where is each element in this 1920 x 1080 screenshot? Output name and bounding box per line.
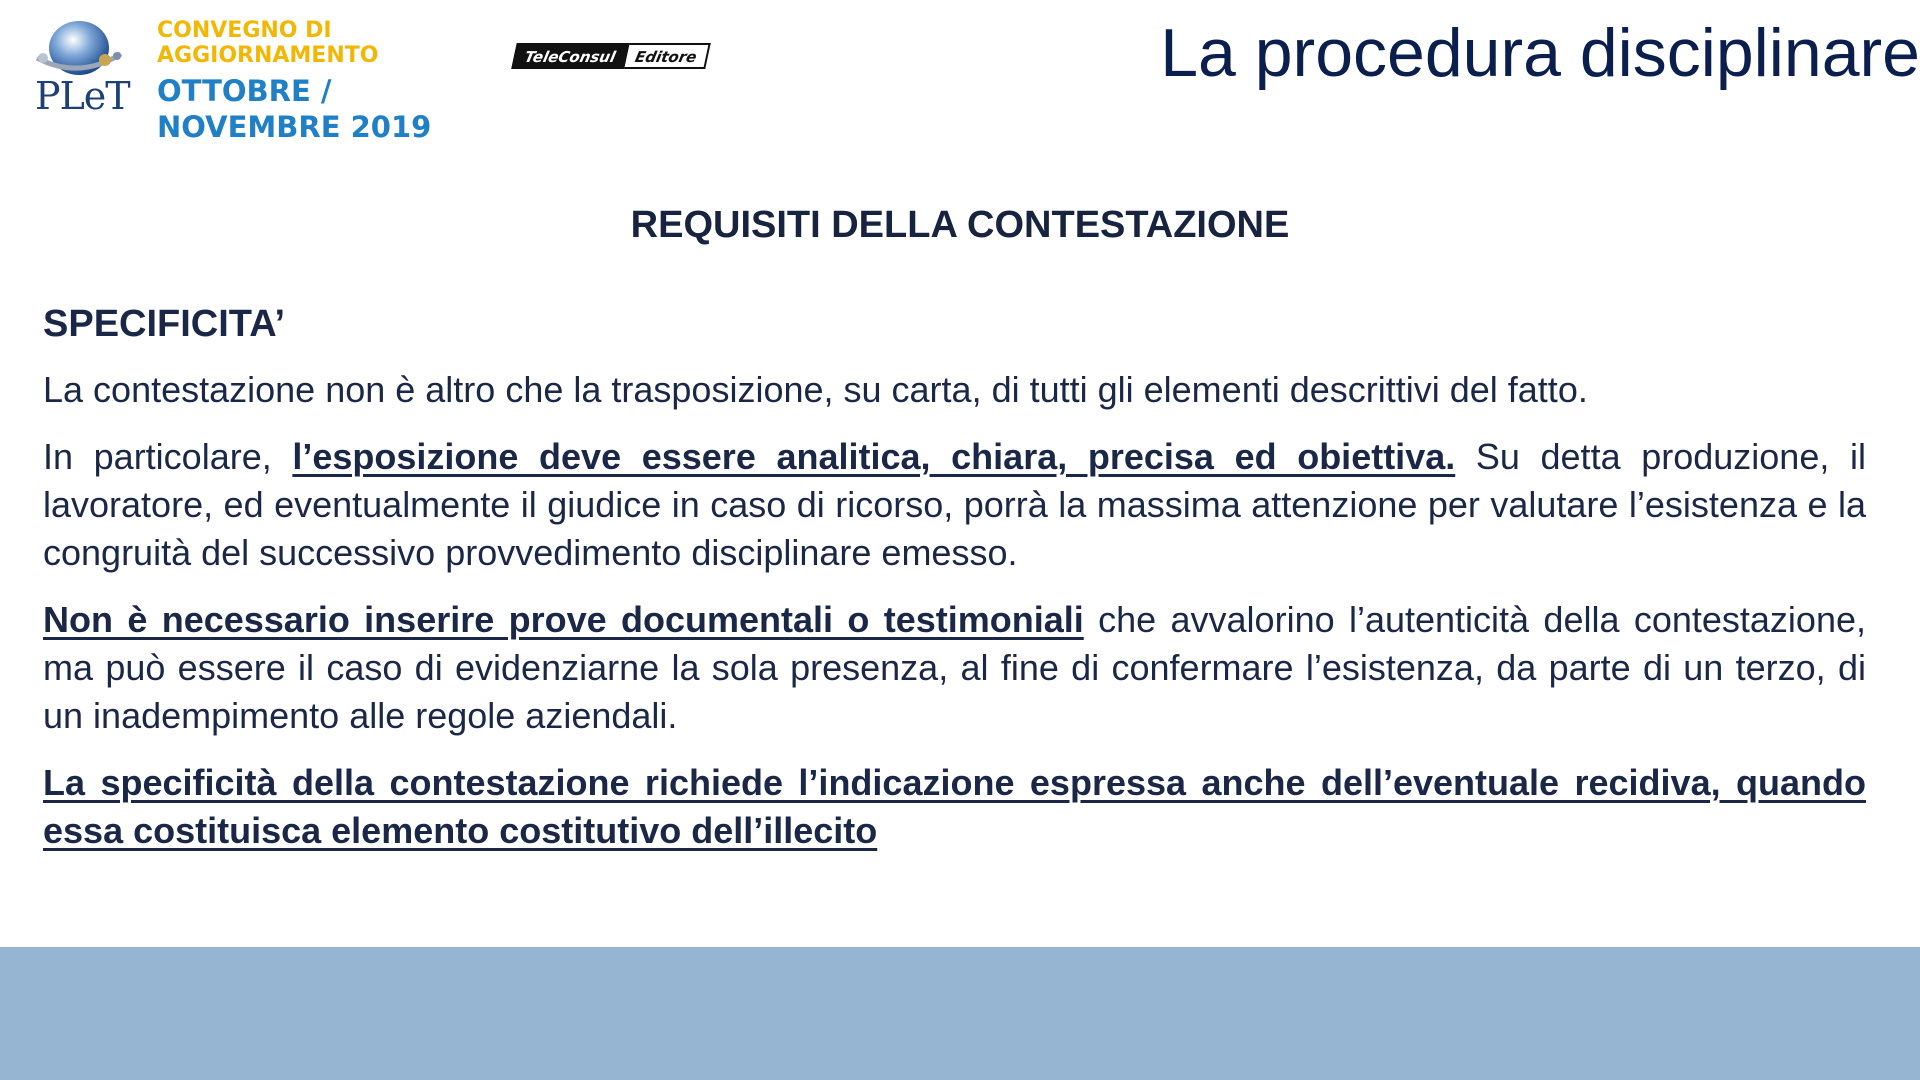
convegno-block [157,18,431,145]
convegno-line-2: AGGIORNAMENTO [157,43,379,69]
paragraph-1: La contestazione non è altro che la trasposizione, su carta, di tutti gli elementi descrittivi del fatto. [43,369,1588,410]
publisher-name: TeleConsul [511,43,629,69]
footer-band [0,947,1920,1080]
slide-body [43,300,1866,874]
page-title: La procedura disciplinare [1160,15,1920,91]
paragraph-4-emphasis: La specificità della contestazione richiede l’indicazione espressa anche dell’eventuale recidiva, quando essa costituisca elemento costitutivo dell’illecito [43,762,1866,851]
logo-text: PLeT [35,74,130,118]
date-line-2: NOVEMBRE 2019 [157,109,432,144]
section-subheading: SPECIFICITA’ [43,303,286,345]
paragraph-2 [43,433,1866,577]
paragraph-2-rest: Su detta produzione, il lavoratore, ed eventualmente il giudice in caso di ricorso, porrà la massima attenzione per valutare l’esistenza e la congruità del successivo provvedimento disciplinare emesso. [43,436,1866,573]
paragraph-3-emphasis: Non è necessario inserire prove documentali o testimoniali [43,599,1084,640]
plet-logo [33,18,130,118]
publisher-label: Editore [624,43,711,69]
paragraph-2-intro: In particolare, [43,436,293,477]
paragraph-3-rest: che avvalorino l’autenticità della contestazione, ma può essere il caso di evidenziarne la sola presenza, al fine di confermare l’esistenza, da parte di un terzo, di un inadempimento alle regole aziendali. [43,599,1866,736]
paragraph-3 [43,596,1866,740]
date-line-1: OTTOBRE / [157,73,332,108]
paragraph-4 [43,759,1866,855]
paragraph-2-emphasis: l’esposizione deve essere analitica, chiara, precisa ed obiettiva. [292,436,1456,477]
publisher-badge [511,43,710,69]
convegno-line-1: CONVEGNO DI [157,18,332,43]
slide-heading: REQUISITI DELLA CONTESTAZIONE [630,204,1290,246]
